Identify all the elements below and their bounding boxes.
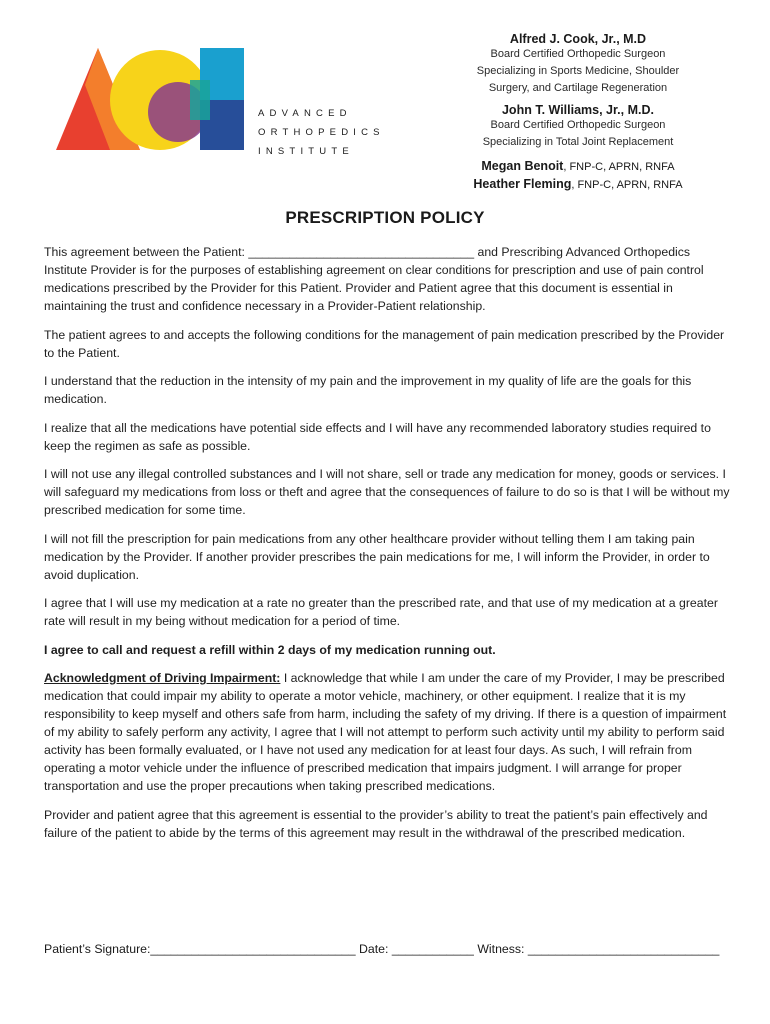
np-credential: , FNP-C, APRN, RNFA [563, 161, 675, 173]
np-entry [448, 177, 708, 191]
patient-signature-field[interactable]: Patient’s Signature:______________________________ [44, 942, 356, 956]
provider-credential: Specializing in Total Joint Replacement [482, 136, 674, 148]
paragraph-refill: I agree to call and request a refill within 2 days of my medication running out. [44, 642, 496, 657]
np-entry [448, 159, 708, 173]
paragraph-side-effects: I realize that all the medications have potential side effects and I will have any recommended laboratory studies required to keep the regimen as safe as possible. [44, 420, 711, 453]
provider-name: Alfred J. Cook, Jr., M.D [509, 32, 647, 46]
aoi-logo-mark [40, 40, 250, 160]
paragraph-other-providers: I will not fill the prescription for pain medications from any other healthcare provider without telling them I am taking pain medication by the Provider. If another provider prescribes the pain medications for me, I will inform the Provider, in order to avoid duplication. [44, 531, 710, 582]
provider-list [448, 32, 708, 191]
np-name: Megan Benoit [481, 159, 564, 173]
paragraph-driving-impairment [44, 669, 730, 795]
page-title: PRESCRIPTION POLICY [285, 208, 485, 227]
paragraph-rate: I agree that I will use my medication at a rate no greater than the prescribed rate, and that use of my medication at a greater rate will result in my being without medication for a period of time. [44, 596, 718, 628]
np-credential: , FNP-C, APRN, RNFA [571, 179, 683, 191]
np-name: Heather Fleming [473, 177, 572, 191]
logo-word-3: INSTITUTE [258, 146, 354, 157]
provider-credential: Board Certified Orthopedic Surgeon [490, 119, 666, 131]
paragraph-conditions: The patient agrees to and accepts the following conditions for the management of pain medication prescribed by the Provider to the Patient. [44, 327, 725, 360]
provider-credential: Board Certified Orthopedic Surgeon [490, 48, 666, 60]
witness-field[interactable]: Witness: ____________________________ [477, 942, 720, 956]
logo-wordmark [258, 104, 385, 161]
driving-impairment-label: Acknowledgment of Driving Impairment: [44, 671, 281, 685]
policy-body [44, 243, 730, 852]
paragraph-withdrawal: Provider and patient agree that this agreement is essential to the provider’s ability to treat the patient’s pain effectively and failure of the patient to abide by the terms of this agreement may result in the withdrawal of the prescribed medication. [44, 807, 708, 840]
logo-word-2: ORTHOPEDICS [258, 127, 385, 138]
date-field[interactable]: Date: ____________ [359, 942, 474, 956]
paragraph-illegal-substances: I will not use any illegal controlled substances and I will not share, sell or trade any medication for money, goods or services. I will safeguard my medications from loss or theft and agree that the consequences of failure to do so is that I will be without my prescribed medication for some time. [44, 467, 730, 517]
signature-line [44, 942, 734, 956]
driving-impairment-text: I acknowledge that while I am under the care of my Provider, I may be prescribed medication that could impair my ability to operate a motor vehicle, machinery, or other equipment. I realize that it is my responsibility to keep myself and others safe from harm, including the safety of my driving. If there is a question of impairment of my ability to safely perform any activity, I agree that I will not attempt to perform such activity until my ability to perform said activity has been formally evaluated, or I have not used any medication for at least four days. As such, I will refrain from operating a motor vehicle under the influence of prescribed medication that impairs judgment. I will arrange for proper transportation and use the proper precautions when taking prescribed medications. [44, 671, 727, 793]
provider-credential: Surgery, and Cartilage Regeneration [488, 82, 668, 94]
paragraph-agreement: This agreement between the Patient: _________________________________ and Prescribing Advanced Orthopedics Institute Provider is for the purposes of establishing agreement on clear conditions for prescription and use of pain control medications prescribed by the Provider for this Patient. Provider and Patient agree that this document is essential in maintaining the trust and confidence necessary in a Provider-Patient relationship. [44, 245, 704, 313]
paragraph-goals: I understand that the reduction in the intensity of my pain and the improvement in my quality of life are the goals for this medication. [44, 374, 692, 406]
provider-name: John T. Williams, Jr., M.D. [501, 103, 654, 117]
aoi-logo [40, 40, 250, 160]
provider-credential: Specializing in Sports Medicine, Shoulder [476, 65, 680, 77]
logo-word-1: ADVANCED [258, 108, 352, 119]
